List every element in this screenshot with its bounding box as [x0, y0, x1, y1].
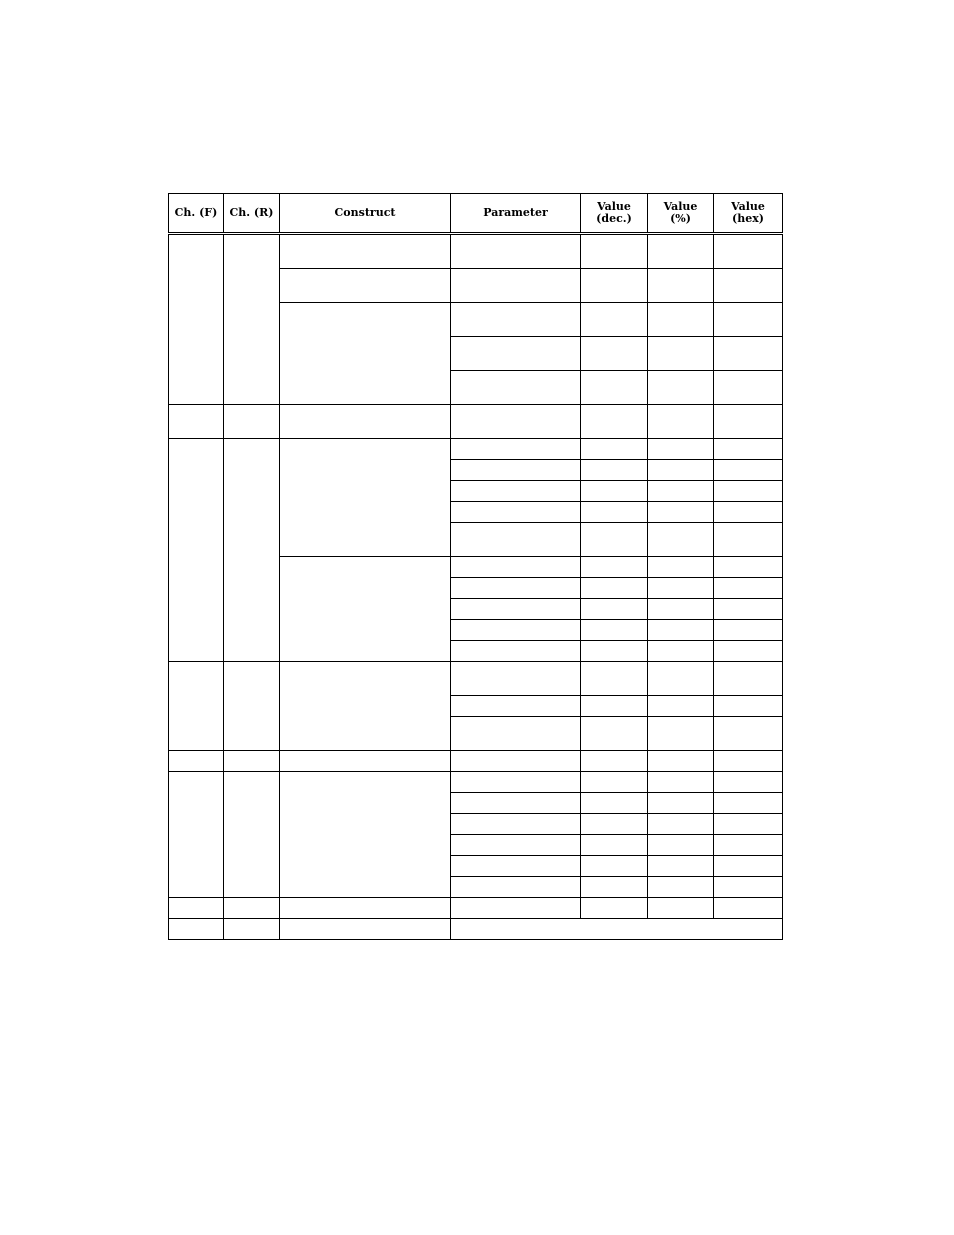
value-dec-cell	[581, 371, 648, 405]
construct-cell	[280, 405, 451, 439]
parameter-cell	[451, 793, 581, 814]
value-dec-cell	[581, 502, 648, 523]
value-pct-cell	[648, 662, 714, 696]
header-ch-r: Ch. (R)	[224, 194, 280, 234]
channel-group-7	[169, 898, 783, 919]
parameter-cell	[451, 835, 581, 856]
value-dec-cell	[581, 696, 648, 717]
ch-f-cell	[169, 919, 224, 940]
header-value-hex: Value (hex)	[714, 194, 783, 234]
value-dec-cell	[581, 814, 648, 835]
parameter-cell	[451, 877, 581, 898]
value-pct-cell	[648, 557, 714, 578]
channel-group-8	[169, 919, 783, 940]
parameter-cell	[451, 337, 581, 371]
parameter-cell	[451, 460, 581, 481]
parameter-cell	[451, 641, 581, 662]
value-hex-cell	[714, 371, 783, 405]
value-pct-cell	[648, 751, 714, 772]
value-dec-cell	[581, 460, 648, 481]
parameter-cell	[451, 371, 581, 405]
value-hex-cell	[714, 269, 783, 303]
construct-cell	[280, 303, 451, 405]
value-pct-cell	[648, 717, 714, 751]
value-dec-cell	[581, 269, 648, 303]
parameter-cell	[451, 269, 581, 303]
ch-r-cell	[224, 234, 280, 405]
value-pct-cell	[648, 696, 714, 717]
ch-r-cell	[224, 772, 280, 898]
value-dec-cell	[581, 337, 648, 371]
value-pct-cell	[648, 303, 714, 337]
table-header	[169, 194, 783, 234]
value-hex-cell	[714, 898, 783, 919]
channel-group-1	[169, 234, 783, 405]
table-row	[169, 439, 783, 460]
ch-r-cell	[224, 919, 280, 940]
table-row	[169, 405, 783, 439]
value-pct-cell	[648, 599, 714, 620]
parameter-cell	[451, 481, 581, 502]
construct-cell	[280, 269, 451, 303]
value-pct-cell	[648, 502, 714, 523]
ch-f-cell	[169, 662, 224, 751]
value-hex-cell	[714, 460, 783, 481]
value-pct-cell	[648, 835, 714, 856]
value-pct-cell	[648, 620, 714, 641]
header-parameter: Parameter	[451, 194, 581, 234]
parameter-cell	[451, 405, 581, 439]
channel-group-2	[169, 405, 783, 439]
header-value-pct: Value (%)	[648, 194, 714, 234]
merged-parameter-value-cell	[451, 919, 783, 940]
value-dec-cell	[581, 641, 648, 662]
parameter-cell	[451, 439, 581, 460]
value-hex-cell	[714, 662, 783, 696]
value-pct-cell	[648, 234, 714, 269]
value-dec-cell	[581, 439, 648, 460]
value-hex-cell	[714, 641, 783, 662]
parameter-cell	[451, 523, 581, 557]
ch-f-cell	[169, 898, 224, 919]
ch-f-cell	[169, 751, 224, 772]
value-pct-cell	[648, 772, 714, 793]
value-hex-cell	[714, 793, 783, 814]
ch-f-cell	[169, 405, 224, 439]
ch-f-cell	[169, 234, 224, 405]
value-pct-cell	[648, 523, 714, 557]
value-hex-cell	[714, 578, 783, 599]
table-row	[169, 772, 783, 793]
parameter-cell	[451, 696, 581, 717]
ch-r-cell	[224, 751, 280, 772]
parameter-cell	[451, 620, 581, 641]
parameter-cell	[451, 578, 581, 599]
dmx-channel-table	[168, 193, 783, 940]
value-hex-cell	[714, 405, 783, 439]
ch-f-cell	[169, 772, 224, 898]
value-pct-cell	[648, 641, 714, 662]
value-pct-cell	[648, 898, 714, 919]
channel-group-6	[169, 772, 783, 898]
construct-cell	[280, 662, 451, 751]
value-hex-cell	[714, 439, 783, 460]
value-hex-cell	[714, 523, 783, 557]
value-dec-cell	[581, 557, 648, 578]
construct-cell	[280, 439, 451, 557]
parameter-cell	[451, 502, 581, 523]
parameter-cell	[451, 234, 581, 269]
channel-group-5	[169, 751, 783, 772]
ch-r-cell	[224, 898, 280, 919]
header-ch-f: Ch. (F)	[169, 194, 224, 234]
value-pct-cell	[648, 814, 714, 835]
value-dec-cell	[581, 751, 648, 772]
header-row	[169, 194, 783, 234]
parameter-cell	[451, 717, 581, 751]
value-dec-cell	[581, 877, 648, 898]
table-row	[169, 898, 783, 919]
value-dec-cell	[581, 405, 648, 439]
value-hex-cell	[714, 814, 783, 835]
value-hex-cell	[714, 717, 783, 751]
value-hex-cell	[714, 856, 783, 877]
channel-group-4	[169, 662, 783, 751]
ch-r-cell	[224, 405, 280, 439]
value-hex-cell	[714, 234, 783, 269]
value-hex-cell	[714, 303, 783, 337]
header-value-dec: Value (dec.)	[581, 194, 648, 234]
value-pct-cell	[648, 793, 714, 814]
value-hex-cell	[714, 599, 783, 620]
table-row	[169, 234, 783, 269]
parameter-cell	[451, 898, 581, 919]
value-dec-cell	[581, 772, 648, 793]
value-dec-cell	[581, 303, 648, 337]
value-dec-cell	[581, 856, 648, 877]
value-dec-cell	[581, 662, 648, 696]
value-dec-cell	[581, 717, 648, 751]
value-dec-cell	[581, 898, 648, 919]
value-pct-cell	[648, 371, 714, 405]
header-construct: Construct	[280, 194, 451, 234]
value-hex-cell	[714, 772, 783, 793]
value-pct-cell	[648, 460, 714, 481]
ch-r-cell	[224, 439, 280, 662]
value-hex-cell	[714, 502, 783, 523]
construct-cell	[280, 919, 451, 940]
value-pct-cell	[648, 269, 714, 303]
ch-f-cell	[169, 439, 224, 662]
construct-cell	[280, 772, 451, 898]
value-pct-cell	[648, 578, 714, 599]
value-pct-cell	[648, 481, 714, 502]
parameter-cell	[451, 751, 581, 772]
value-dec-cell	[581, 793, 648, 814]
value-dec-cell	[581, 620, 648, 641]
channel-group-3	[169, 439, 783, 662]
value-hex-cell	[714, 481, 783, 502]
parameter-cell	[451, 662, 581, 696]
value-dec-cell	[581, 523, 648, 557]
value-hex-cell	[714, 835, 783, 856]
value-hex-cell	[714, 620, 783, 641]
value-pct-cell	[648, 877, 714, 898]
construct-cell	[280, 557, 451, 662]
parameter-cell	[451, 303, 581, 337]
value-pct-cell	[648, 856, 714, 877]
parameter-cell	[451, 599, 581, 620]
parameter-cell	[451, 814, 581, 835]
construct-cell	[280, 898, 451, 919]
construct-cell	[280, 234, 451, 269]
parameter-cell	[451, 557, 581, 578]
table-row	[169, 919, 783, 940]
value-dec-cell	[581, 481, 648, 502]
construct-cell	[280, 751, 451, 772]
value-dec-cell	[581, 234, 648, 269]
value-pct-cell	[648, 337, 714, 371]
value-hex-cell	[714, 696, 783, 717]
value-dec-cell	[581, 835, 648, 856]
value-dec-cell	[581, 599, 648, 620]
table-row	[169, 662, 783, 696]
value-pct-cell	[648, 439, 714, 460]
value-hex-cell	[714, 877, 783, 898]
value-pct-cell	[648, 405, 714, 439]
parameter-cell	[451, 856, 581, 877]
ch-r-cell	[224, 662, 280, 751]
table-row	[169, 751, 783, 772]
value-hex-cell	[714, 337, 783, 371]
value-hex-cell	[714, 751, 783, 772]
value-hex-cell	[714, 557, 783, 578]
parameter-cell	[451, 772, 581, 793]
value-dec-cell	[581, 578, 648, 599]
